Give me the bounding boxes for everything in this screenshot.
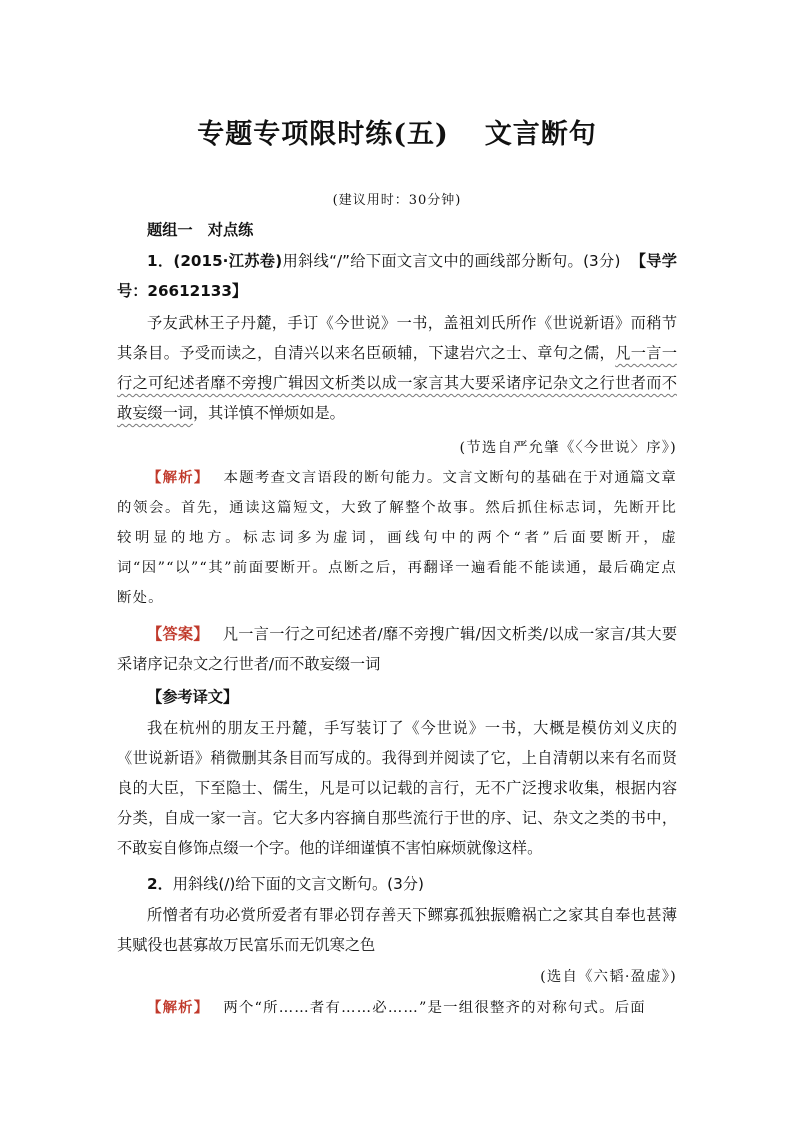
q1-translation: 我在杭州的朋友王丹麓，手写装订了《今世说》一书，大概是模仿刘义庆的《世说新语》稍微删其条目而写成的。我得到并阅读了它，上自清朝以来有名而贤良的大臣，下至隐士、儒生，凡是可以记载的言行，无不广泛搜求收集，根据内容分类，自成一家一言。它大多内容摘自那些流行于世的序、记、杂文之类的书中，不敢妄自修饰点缀一个字。他的详细谨慎不害怕麻烦就像这样。 [117,719,677,857]
q2-passage: 所憎者有功必赏所爱者有罪必罚存善天下鳏寡孤独振赡祸亡之家其自奉也甚薄其赋役也甚寡故万民富乐而无饥寒之色 [117,906,677,954]
q1-prompt [117,246,677,306]
q1-analysis-label: 【解析】 [147,469,210,486]
q1-answer-label: 【答案】 [147,625,209,643]
q2-analysis [117,993,677,1023]
q2-prompt [117,869,677,899]
q1-answer-text: 凡一言一行之可纪述者/靡不旁搜广辑/因文析类/以成一家言/其大要采诸序记杂文之行世者/而不敢妄缀一词 [117,625,678,673]
q1-source-note: (节选自严允肇《〈今世说〉序》) [459,440,677,456]
suggested-time: (建议用时：30分钟) [332,193,462,208]
q1-analysis-text: 本题考查文言语段的断句能力。文言文断句的基础在于对通篇文章的领会。首先，通读这篇短文，大致了解整个故事。然后抓住标志词，先断开比较明显的地方。标志词多为虚词，画线句中的两个“者”后面要断开，虚词“因”“以”“其”前面要断开。点断之后，再翻译一遍看能不能读通，最后确定点断处。 [117,470,677,606]
q1-passage-underlined: 凡一言一行之可纪述者靡不旁搜广辑因文析类以成一家言其大要采诸序记杂文之行世者而不敢妄缀一词 [117,344,678,422]
title-sub: 文言断句 [484,119,597,150]
q2-analysis-label: 【解析】 [147,999,210,1016]
q1-number: 1． [147,252,174,270]
q1-translation-label: 【参考译文】 [147,688,239,706]
group-heading [117,215,677,245]
q1-source: (2015·江苏卷) [173,252,283,270]
group-heading-text: 题组一 对点练 [147,221,254,239]
q2-number: 2． [147,875,173,893]
q2-prompt-text: 用斜线(/)给下面的文言文断句。(3分) [172,875,424,893]
q1-answer [117,619,677,679]
q1-passage-before: 予友武林王子丹麓，手订《今世说》一书，盖祖刘氏所作《世说新语》而稍节其条目。予受而读之，自清兴以来名臣硕辅，下逮岩穴之士、章句之儒， [117,314,677,362]
page-title [117,112,677,151]
q2-analysis-text: 两个“所……者有……必……”是一组很整齐的对称句式。后面 [223,1000,646,1016]
q1-translation-heading [117,682,677,712]
q1-passage-after: ，其详慎不惮烦如是。 [192,404,345,422]
q2-source-note: (选自《六韬·盈虚》) [540,969,677,985]
title-main: 专题专项限时练(五) [197,119,449,150]
q1-prompt-text: 用斜线“/”给下面文言文中的画线部分断句。(3分) [282,252,621,270]
q1-guide-ref: 【导学号：26612133】 [117,252,677,300]
q1-analysis [117,463,677,613]
q1-passage [117,308,677,428]
